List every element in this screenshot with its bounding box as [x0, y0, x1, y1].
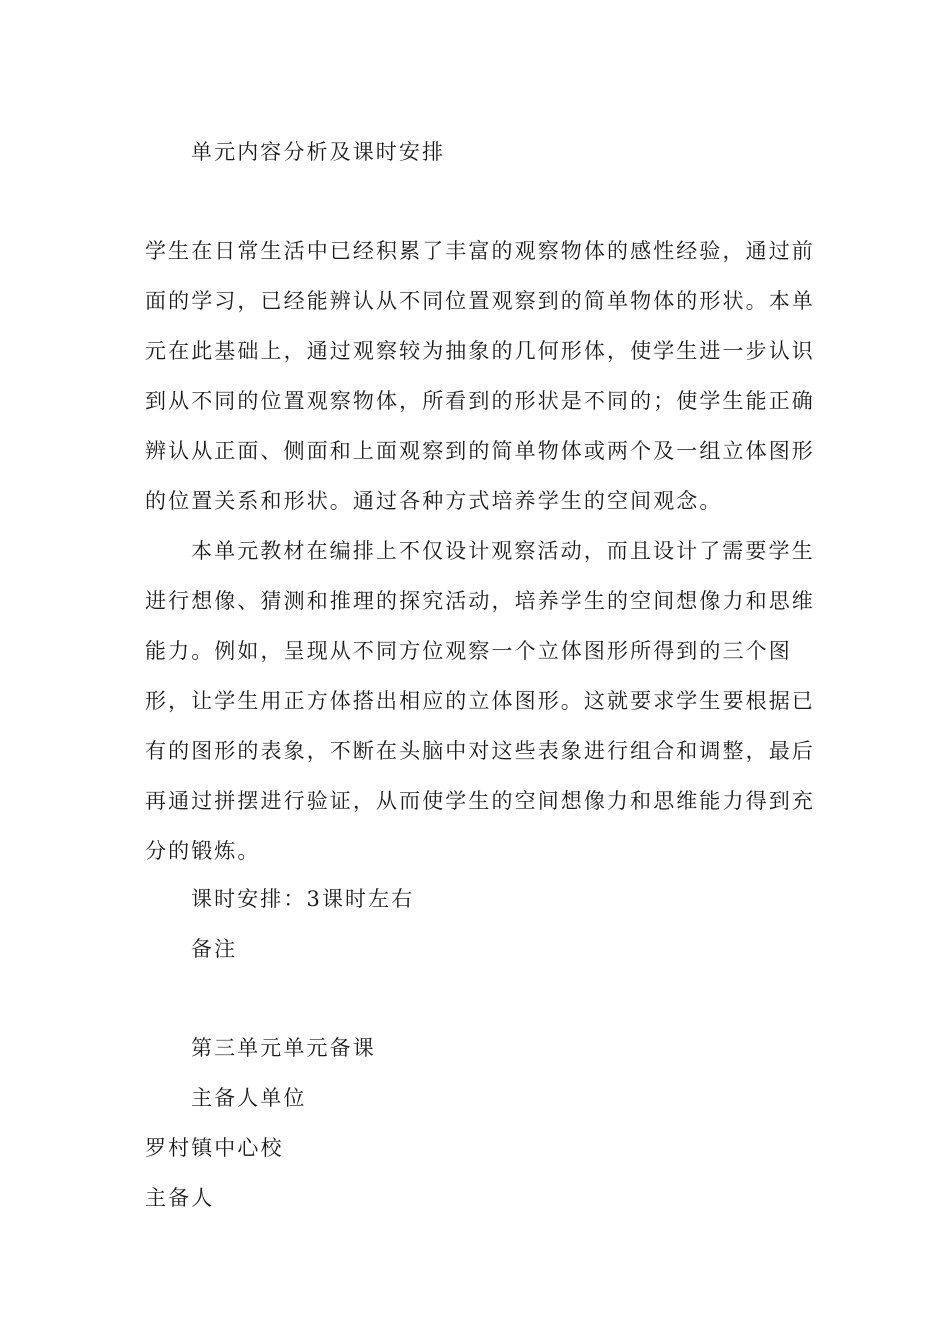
paragraph2-line: 本单元教材在编排上不仅设计观察活动，而且设计了需要学生 [191, 539, 815, 563]
paragraph2-line: 进行想像、猜测和推理的探究活动，培养学生的空间想像力和思维 [145, 589, 815, 613]
paragraph2-line: 能力。例如，呈现从不同方位观察一个立体图形所得到的三个图 [145, 639, 792, 663]
paragraph2-line: 再通过拼摆进行验证，从而使学生的空间想像力和思维能力得到充 [145, 789, 815, 813]
unit-title: 第三单元单元备课 [191, 1036, 376, 1060]
paragraph2-line: 分的锻炼。 [145, 839, 261, 863]
paragraph1-line: 学生在日常生活中已经积累了丰富的观察物体的感性经验，通过前 [145, 239, 815, 263]
paragraph1-line: 的位置关系和形状。通过各种方式培养学生的空间观念。 [145, 489, 723, 513]
note-text: 备注 [191, 937, 238, 961]
section-heading: 单元内容分析及课时安排 [191, 140, 446, 164]
paragraph1-line: 到从不同的位置观察物体，所看到的形状是不同的；使学生能正确 [145, 389, 815, 413]
preparer-label: 主备人 [145, 1186, 215, 1210]
preparer-unit-value: 罗村镇中心校 [145, 1136, 284, 1160]
paragraph1-line: 面的学习，已经能辨认从不同位置观察到的简单物体的形状。本单 [145, 289, 815, 313]
schedule-text: 课时安排：3课时左右 [191, 887, 415, 911]
paragraph1-line: 元在此基础上，通过观察较为抽象的几何形体，使学生进一步认识 [145, 339, 815, 363]
paragraph2-line: 形，让学生用正方体搭出相应的立体图形。这就要求学生要根据已 [145, 689, 815, 713]
preparer-unit-label: 主备人单位 [191, 1086, 307, 1110]
paragraph1-line: 辨认从正面、侧面和上面观察到的简单物体或两个及一组立体图形 [145, 439, 815, 463]
paragraph2-line: 有的图形的表象，不断在头脑中对这些表象进行组合和调整，最后 [145, 739, 815, 763]
